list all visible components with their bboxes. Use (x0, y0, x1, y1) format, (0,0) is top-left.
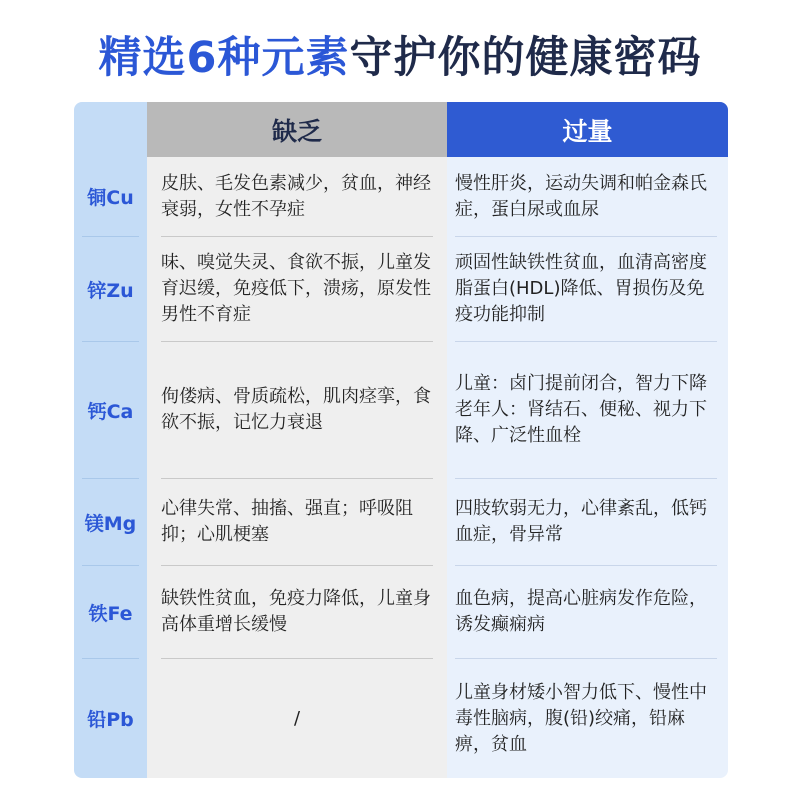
element-label: 铜Cu (87, 187, 134, 209)
excess-cell: 顽固性缺铁性贫血，血清高密度脂蛋白(HDL)降低、胃损伤及免疫功能抑制 (455, 252, 707, 325)
excess-header: 过量 (447, 102, 728, 157)
excess-cell: 血色病，提高心脏病发作危险，诱发癫痫病 (455, 588, 707, 635)
table-row (74, 237, 728, 341)
element-label: 锌Zu (87, 279, 134, 302)
lack-cell: 佝偻病、骨质疏松，肌肉痉挛，食欲不振，记忆力衰退 (161, 386, 431, 433)
table-row (74, 659, 728, 778)
lack-cell: 缺铁性贫血，免疫力降低，儿童身高体重增长缓慢 (161, 588, 431, 635)
element-label: 铁Fe (88, 602, 133, 625)
lack-header: 缺乏 (147, 102, 447, 157)
lack-cell: 味、嗅觉失灵、食欲不振，儿童发育迟缓，免疫低下，溃疡，原发性男性不育症 (161, 252, 431, 325)
lack-cell: 心律失常、抽搐、强直；呼吸阻抑；心肌梗塞 (161, 498, 413, 545)
excess-cell: 四肢软弱无力，心律紊乱，低钙血症，骨异常 (455, 498, 707, 545)
table-row (74, 479, 728, 565)
title-rest: 守护你的健康密码 (349, 33, 702, 83)
table-row (74, 342, 728, 478)
table-row (74, 566, 728, 658)
table-row (74, 157, 728, 236)
page-title (0, 28, 800, 88)
title-highlight: 精选6种元素 (98, 33, 350, 83)
element-label: 钙Ca (87, 400, 134, 423)
excess-cell: 儿童身材矮小智力低下、慢性中毒性脑病，腹(铅)绞痛，铅麻痹，贫血 (455, 681, 707, 755)
lack-cell: / (293, 707, 301, 729)
element-label: 铅Pb (87, 709, 134, 731)
lack-cell: 皮肤、毛发色素减少，贫血，神经衰弱，女性不孕症 (161, 172, 431, 220)
element-label: 镁Mg (84, 512, 137, 535)
excess-cell: 儿童：卤门提前闭合，智力下降 老年人：肾结石、便秘、视力下降、广泛性血栓 (455, 373, 707, 446)
excess-cell: 慢性肝炎，运动失调和帕金森氏症，蛋白尿或血尿 (455, 172, 707, 220)
elements-table (74, 102, 728, 778)
